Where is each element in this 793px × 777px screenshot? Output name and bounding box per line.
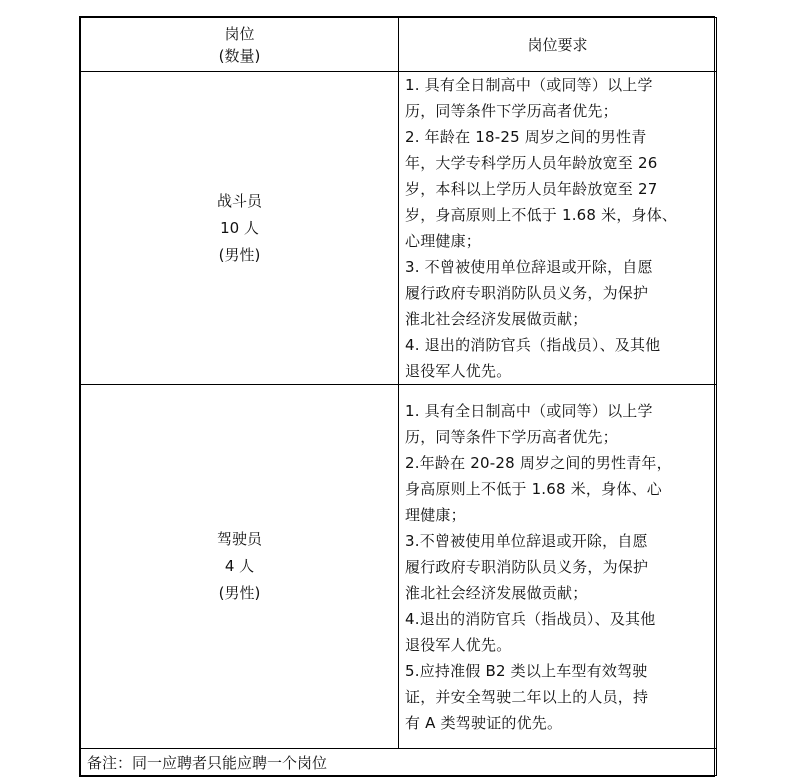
requirement-line: 身高原则上不低于 1.68 米，身体、心 (405, 479, 662, 498)
requirement-line: 有 A 类驾驶证的优先。 (405, 713, 563, 732)
requirements-cell-driver (399, 385, 717, 749)
requirement-line: 历，同等条件下学历高者优先； (405, 427, 618, 446)
requirement-line: 年，大学专科学历人员年龄放宽至 26 (405, 154, 658, 172)
requirement-line: 岁，本科以上学历人员年龄放宽至 27 (405, 180, 658, 198)
position-title: 驾驶员 (216, 530, 262, 548)
position-gender: (男性) (218, 245, 261, 264)
requirement-line: 1. 具有全日制高中（或同等）以上学 (405, 76, 653, 94)
table-row-fighter (81, 72, 717, 385)
header-row (81, 18, 717, 72)
requirement-line: 理健康； (405, 505, 466, 524)
requirement-line: 退役军人优先。 (405, 362, 512, 380)
position-cell-fighter (81, 72, 399, 385)
position-count: 4 人 (224, 557, 255, 575)
header-position-label: 岗位 (224, 24, 255, 43)
position-count: 10 人 (220, 218, 259, 237)
requirement-line: 证，并安全驾驶二年以上的人员，持 (405, 687, 649, 706)
requirement-line: 岁，身高原则上不低于 1.68 米，身体、 (405, 206, 678, 224)
recruitment-table (80, 17, 717, 776)
requirement-line: 2.年龄在 20-28 周岁之间的男性青年， (405, 453, 672, 472)
requirement-line: 3.不曾被使用单位辞退或开除，自愿 (405, 531, 648, 550)
requirement-line: 履行政府专职消防队员义务，为保护 (405, 284, 649, 302)
requirement-line: 3. 不曾被使用单位辞退或开除，自愿 (405, 258, 653, 276)
position-title: 战斗员 (216, 191, 262, 210)
requirement-line: 2. 年龄在 18-25 周岁之间的男性青 (405, 128, 647, 146)
note-text: 备注：同一应聘者只能应聘一个岗位 (87, 753, 328, 772)
requirement-line: 退役军人优先。 (405, 635, 512, 654)
requirement-line: 4.退出的消防官兵（指战员）、及其他 (405, 609, 656, 628)
header-quantity-label: (数量) (218, 46, 261, 65)
header-position-cell (81, 18, 399, 72)
requirement-line: 4. 退出的消防官兵（指战员）、及其他 (405, 336, 661, 354)
note-row (81, 749, 717, 776)
requirement-line: 心理健康； (405, 232, 482, 250)
header-requirements-cell (399, 18, 717, 72)
requirement-line: 淮北社会经济发展做贡献； (405, 310, 588, 328)
header-requirements-label: 岗位要求 (527, 36, 588, 54)
recruitment-table-frame (79, 16, 715, 777)
requirements-cell-fighter (399, 72, 717, 385)
requirement-line: 履行政府专职消防队员义务，为保护 (405, 557, 649, 576)
requirement-line: 淮北社会经济发展做贡献； (405, 583, 588, 602)
requirement-line: 5.应持准假 B2 类以上车型有效驾驶 (405, 661, 648, 680)
position-cell-driver (81, 385, 399, 749)
position-gender: (男性) (218, 584, 261, 602)
table-row-driver (81, 385, 717, 749)
note-cell (81, 749, 717, 776)
requirement-line: 历，同等条件下学历高者优先； (405, 102, 618, 120)
requirement-line: 1. 具有全日制高中（或同等）以上学 (405, 401, 653, 420)
